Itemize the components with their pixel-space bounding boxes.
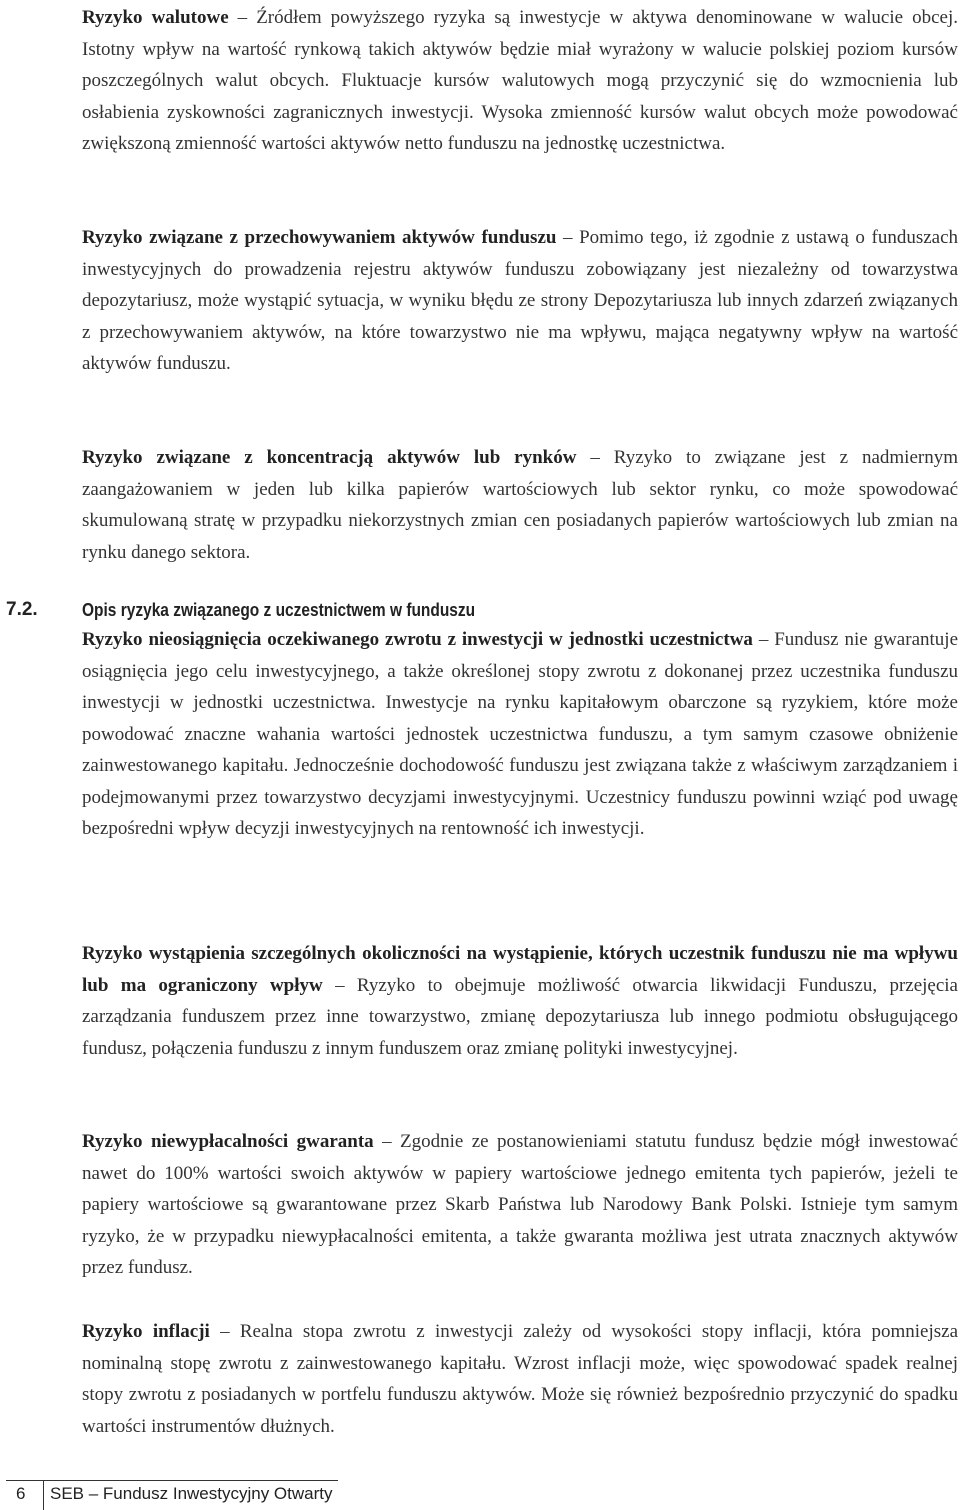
title-dash: –: [322, 974, 357, 996]
paragraph-text: Ryzyko to związane jest z nadmiernym zaangażowaniem w jeden lub kilka papierów wartościowych lub sektor rynku, co może spowodować skumulowaną stratę w przypadku niekorzystnych zmian cen posiadanych papierów wartościowych lub zmian na rynku danego sektora.: [82, 447, 959, 563]
paragraph-title: Ryzyko inflacji: [82, 1321, 210, 1342]
paragraph-title: Ryzyko związane z koncentracją aktywów lub rynków: [82, 447, 577, 468]
title-dash: –: [373, 1131, 400, 1152]
paragraph-title: Ryzyko wystąpienia szczególnych okoliczności na wystąpienie, których uczestnik funduszu nie ma wpływu lub ma ograniczony wpływ: [82, 943, 958, 996]
paragraph-special-circumstances-risk: [82, 938, 958, 1064]
footer-separator: [43, 1480, 44, 1510]
paragraph-currency-risk: [82, 2, 958, 160]
paragraph-title: Ryzyko walutowe: [82, 7, 229, 28]
section-title: Opis ryzyka związanego z uczestnictwem w funduszu: [82, 600, 476, 620]
title-dash: –: [228, 7, 257, 28]
paragraph-guarantor-insolvency-risk: [82, 1126, 958, 1284]
section-number: 7.2.: [6, 599, 38, 620]
paragraph-return-risk: [82, 624, 958, 845]
title-dash: –: [752, 629, 775, 650]
title-dash: –: [576, 447, 614, 468]
paragraph-custody-risk: [82, 222, 958, 380]
paragraph-inflation-risk: [82, 1316, 958, 1442]
title-dash: –: [556, 227, 580, 248]
footer-page-number: 6: [16, 1484, 26, 1503]
paragraph-text: Zgodnie ze postanowieniami statutu fundusz będzie mógł inwestować nawet do 100% wartości swoich aktywów w papiery wartościowe jednego emitenta tych papierów, jeżeli te papiery wartościowe są gwarantowane przez Skarb Państwa lub Narodowy Bank Polski. Istnieje tym samym ryzyko, że w przypadku niewypłacalności emitenta, a także gwaranta możliwa jest utrata znacznych aktywów przez fundusz.: [82, 1131, 958, 1278]
paragraph-text: Fundusz nie gwarantuje osiągnięcia jego celu inwestycyjnego, a także określonej stopy zwrotu z dokonanej przez uczestnika funduszu inwestycji w jednostki uczestnictwa. Inwestycje na rynku kapitałowym obarczone są ryzykiem, które może powodować znaczne wahania wartości jednostek uczestnictwa funduszu, a tym samym czasowe obniżenie zainwestowanego kapitału. Jednocześnie dochodowość funduszu jest związana także z właściwym zarządzaniem i podejmowanymi przez towarzystwo decyzjami inwestycyjnymi. Uczestnicy funduszu powinni wziąć pod uwagę bezpośredni wpływ decyzji inwestycyjnych na rentowność ich inwestycji.: [82, 629, 958, 839]
title-dash: –: [209, 1321, 240, 1342]
footer-rule: [6, 1480, 338, 1481]
paragraph-text: Pomimo tego, iż zgodnie z ustawą o funduszach inwestycyjnych do prowadzenia rejestru aktywów funduszu zobowiązany jest niezależny od towarzystwa depozytariusz, może wystąpić sytuacja, w wyniku błędu ze strony Depozytariusza lub innych zdarzeń związanych z przechowywaniem aktywów, na które towarzystwo nie ma wpływu, mająca negatywny wpływ na wartość aktywów funduszu.: [82, 227, 959, 374]
paragraph-text: Realna stopa zwrotu z inwestycji zależy od wysokości stopy inflacji, która pomniejsza nominalną stopę zwrotu z zainwestowanego kapitału. Wzrost inflacji może, więc spowodować spadek realnej stopy zwrotu z posiadanych w portfelu funduszu aktywów. Może się również bezpośrednio przyczynić do spadku wartości instrumentów dłużnych.: [82, 1321, 959, 1437]
paragraph-title: Ryzyko nieosiągnięcia oczekiwanego zwrotu z inwestycji w jednostki uczestnictwa: [82, 629, 753, 650]
paragraph-text: Źródłem powyższego ryzyka są inwestycje w aktywa denominowane w walucie obcej. Istotny wpływ na wartość rynkową takich aktywów będzie miał wyrażony w walucie polskiej poziom kursów poszczególnych walut obcych. Fluktuacje kursów walutowych mogą przyczynić się do wzmocnienia lub osłabienia zyskowności zagranicznych inwestycji. Wysoka zmienność kursów walut obcych może powodować zwiększoną zmienność wartości aktywów netto funduszu na jednostkę uczestnictwa.: [82, 7, 958, 154]
paragraph-text: Ryzyko to obejmuje możliwość otwarcia likwidacji Funduszu, przejęcia zarządzania funduszem przez inne towarzystwo, zmianę depozytariusza lub innego podmiotu obsługującego fundusz, połączenia funduszu z innym funduszem oraz zmianę polityki inwestycyjnej.: [82, 974, 958, 1059]
paragraph-title: Ryzyko niewypłacalności gwaranta: [82, 1131, 374, 1152]
paragraph-title: Ryzyko związane z przechowywaniem aktywów funduszu: [82, 227, 557, 248]
footer-title: SEB – Fundusz Inwestycyjny Otwarty: [50, 1484, 333, 1503]
paragraph-concentration-risk: [82, 442, 958, 568]
